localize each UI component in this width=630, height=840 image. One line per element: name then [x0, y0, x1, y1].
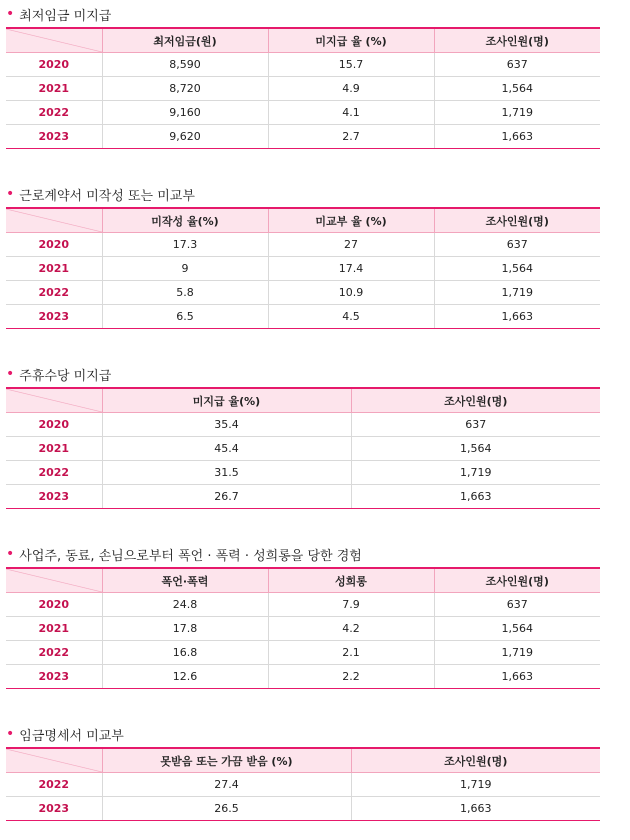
value-cell: 1,663: [351, 797, 600, 821]
table-header-row: [6, 208, 600, 233]
year-cell: 2021: [6, 77, 102, 101]
table-header-row: [6, 28, 600, 53]
section-title: [6, 724, 600, 744]
corner-cell: [6, 28, 102, 53]
value-cell: 2.1: [268, 641, 434, 665]
value-cell: 9,620: [102, 125, 268, 149]
value-cell: 1,719: [434, 281, 600, 305]
year-cell: 2022: [6, 773, 102, 797]
value-cell: 1,663: [434, 125, 600, 149]
table-row: [6, 53, 600, 77]
table-row: [6, 461, 600, 485]
value-cell: 26.7: [102, 485, 351, 509]
value-cell: 637: [434, 53, 600, 77]
year-cell: 2023: [6, 797, 102, 821]
column-header: 최저임금(원): [102, 28, 268, 53]
value-cell: 1,719: [351, 461, 600, 485]
value-cell: 637: [434, 233, 600, 257]
column-header: 조사인원(명): [351, 748, 600, 773]
value-cell: 5.8: [102, 281, 268, 305]
bullet-icon: •: [6, 366, 15, 382]
value-cell: 1,564: [434, 617, 600, 641]
value-cell: 31.5: [102, 461, 351, 485]
table-row: [6, 773, 600, 797]
table-row: [6, 305, 600, 329]
year-cell: 2023: [6, 485, 102, 509]
value-cell: 1,564: [434, 77, 600, 101]
value-cell: 1,564: [351, 437, 600, 461]
value-cell: 637: [351, 413, 600, 437]
bullet-icon: •: [6, 6, 15, 22]
table-row: [6, 77, 600, 101]
table-row: [6, 413, 600, 437]
table-header-row: [6, 568, 600, 593]
year-cell: 2021: [6, 617, 102, 641]
section-weekly-holiday-pay: [6, 364, 600, 509]
column-header: 미지급 율 (%): [268, 28, 434, 53]
value-cell: 4.1: [268, 101, 434, 125]
value-cell: 1,663: [351, 485, 600, 509]
data-table: [6, 567, 600, 689]
table-row: [6, 281, 600, 305]
column-header: 미교부 율 (%): [268, 208, 434, 233]
section-title: [6, 364, 600, 384]
value-cell: 1,719: [434, 101, 600, 125]
table-row: [6, 485, 600, 509]
column-header: 조사인원(명): [351, 388, 600, 413]
value-cell: 12.6: [102, 665, 268, 689]
table-row: [6, 593, 600, 617]
value-cell: 15.7: [268, 53, 434, 77]
section-title: [6, 184, 600, 204]
value-cell: 4.9: [268, 77, 434, 101]
value-cell: 35.4: [102, 413, 351, 437]
column-header: 성희롱: [268, 568, 434, 593]
bullet-icon: •: [6, 546, 15, 562]
year-cell: 2020: [6, 53, 102, 77]
value-cell: 1,663: [434, 665, 600, 689]
year-cell: 2021: [6, 257, 102, 281]
column-header: 못받음 또는 가끔 받음 (%): [102, 748, 351, 773]
table-row: [6, 641, 600, 665]
column-header: 미지급 율(%): [102, 388, 351, 413]
year-cell: 2020: [6, 233, 102, 257]
year-cell: 2020: [6, 593, 102, 617]
data-table: [6, 747, 600, 821]
section-title: [6, 4, 600, 24]
value-cell: 9: [102, 257, 268, 281]
value-cell: 27.4: [102, 773, 351, 797]
table-row: [6, 797, 600, 821]
value-cell: 17.4: [268, 257, 434, 281]
section-title: [6, 544, 600, 564]
bullet-icon: •: [6, 726, 15, 742]
table-row: [6, 437, 600, 461]
table-row: [6, 617, 600, 641]
value-cell: 17.3: [102, 233, 268, 257]
year-cell: 2022: [6, 281, 102, 305]
section-labor-contract: [6, 184, 600, 329]
year-cell: 2020: [6, 413, 102, 437]
column-header: 폭언·폭력: [102, 568, 268, 593]
value-cell: 6.5: [102, 305, 268, 329]
value-cell: 9,160: [102, 101, 268, 125]
column-header: 조사인원(명): [434, 28, 600, 53]
value-cell: 637: [434, 593, 600, 617]
corner-cell: [6, 208, 102, 233]
value-cell: 17.8: [102, 617, 268, 641]
data-table: [6, 387, 600, 509]
section-pay-statement: [6, 724, 600, 821]
value-cell: 4.2: [268, 617, 434, 641]
year-cell: 2023: [6, 305, 102, 329]
value-cell: 1,719: [351, 773, 600, 797]
value-cell: 26.5: [102, 797, 351, 821]
value-cell: 2.7: [268, 125, 434, 149]
section-title-text: 주휴수당 미지급: [19, 368, 112, 384]
corner-cell: [6, 568, 102, 593]
table-row: [6, 125, 600, 149]
data-table: [6, 207, 600, 329]
year-cell: 2021: [6, 437, 102, 461]
table-row: [6, 101, 600, 125]
section-title-text: 최저임금 미지급: [19, 8, 112, 24]
corner-cell: [6, 388, 102, 413]
value-cell: 16.8: [102, 641, 268, 665]
section-harassment: [6, 544, 600, 689]
corner-cell: [6, 748, 102, 773]
value-cell: 1,719: [434, 641, 600, 665]
bullet-icon: •: [6, 186, 15, 202]
table-row: [6, 257, 600, 281]
year-cell: 2023: [6, 125, 102, 149]
column-header: 조사인원(명): [434, 208, 600, 233]
data-table: [6, 27, 600, 149]
value-cell: 10.9: [268, 281, 434, 305]
value-cell: 7.9: [268, 593, 434, 617]
section-title-text: 사업주, 동료, 손님으로부터 폭언 · 폭력 · 성희롱을 당한 경험: [19, 548, 362, 564]
value-cell: 24.8: [102, 593, 268, 617]
column-header: 미작성 율(%): [102, 208, 268, 233]
value-cell: 8,720: [102, 77, 268, 101]
year-cell: 2022: [6, 641, 102, 665]
value-cell: 4.5: [268, 305, 434, 329]
section-title-text: 근로계약서 미작성 또는 미교부: [19, 188, 195, 204]
table-row: [6, 665, 600, 689]
value-cell: 45.4: [102, 437, 351, 461]
value-cell: 1,663: [434, 305, 600, 329]
value-cell: 27: [268, 233, 434, 257]
year-cell: 2022: [6, 461, 102, 485]
section-title-text: 임금명세서 미교부: [19, 728, 124, 744]
column-header: 조사인원(명): [434, 568, 600, 593]
section-minimum-wage: [6, 4, 600, 149]
table-row: [6, 233, 600, 257]
value-cell: 2.2: [268, 665, 434, 689]
year-cell: 2023: [6, 665, 102, 689]
value-cell: 1,564: [434, 257, 600, 281]
table-header-row: [6, 748, 600, 773]
table-header-row: [6, 388, 600, 413]
value-cell: 8,590: [102, 53, 268, 77]
year-cell: 2022: [6, 101, 102, 125]
